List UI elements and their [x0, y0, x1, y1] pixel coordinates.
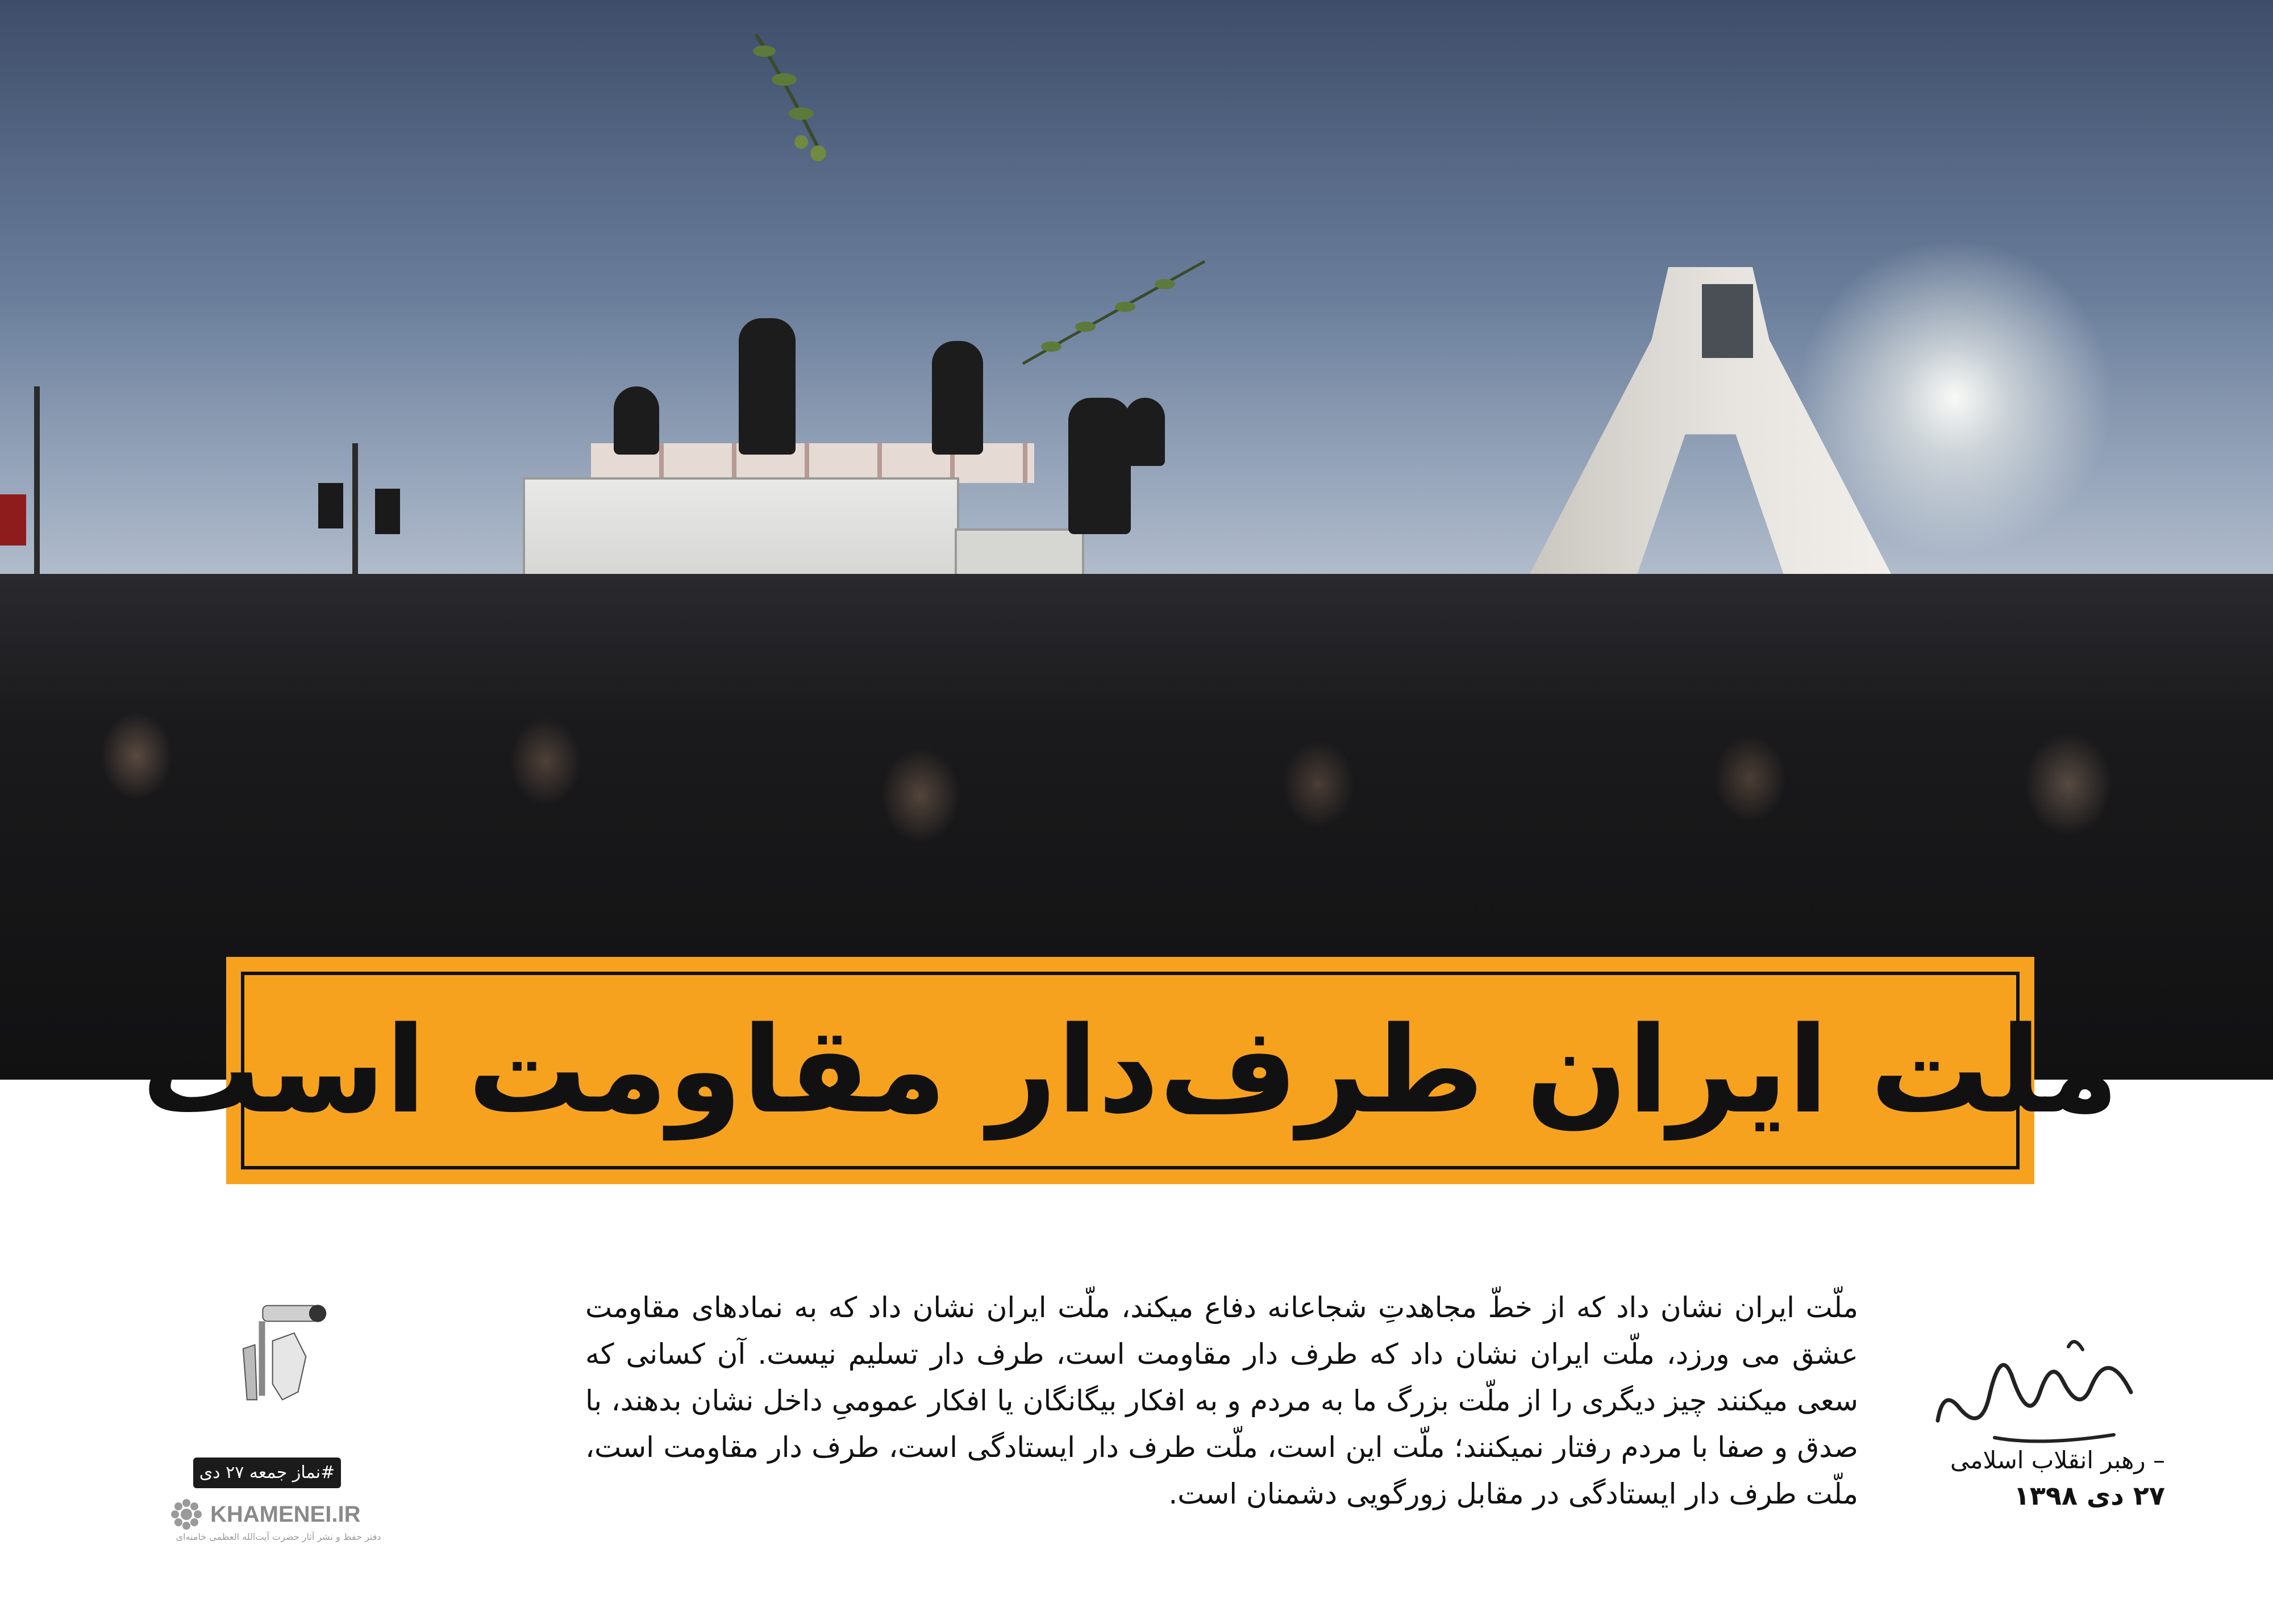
attribution-author: – رهبر انقلاب اسلامی: [1950, 1446, 2165, 1474]
site-mark: [170, 1497, 386, 1531]
crowd-faces: [0, 614, 2273, 852]
thrown-branch-icon: [739, 28, 841, 165]
person-figure: [932, 341, 983, 455]
title-bar: [141, 957, 2119, 1184]
site-subtitle: دفتر حفظ و نشر آثار حضرت آیت‌الله العظمی خامنه‌ای: [176, 1531, 381, 1542]
flag: [318, 483, 343, 528]
light-pole: [352, 443, 358, 591]
signature-icon: [1926, 1324, 2142, 1455]
attribution-date: ۲۷ دی ۱۳۹۸: [2013, 1480, 2165, 1511]
hashtag-badge: #نماز جمعه ۲۷ دی: [193, 1458, 341, 1488]
person-figure: [614, 386, 659, 455]
person-figure: [1125, 398, 1165, 466]
thrown-branch-icon: [1017, 256, 1210, 369]
quote-text: ملّت ایران نشان داد که از خطّ مجاهدتِ شجاعانه دفاع میکند، ملّت ایران نشان داد که به نمادهای مقاومت عشق می ورزد، ملّت ایران نشان داد که طرف دار مقاومت است، طرف دار تسلیم نیست. آن کسانی که سعی میکنند چیز دیگری را از ملّت بزرگ ما به مردم و به افکار بیگانگان یا افکار عمومیِ داخل نشان بدهند، با صدق و صفا با مردم رفتار نمیکنند؛ ملّت این است، ملّت طرف دار ایستادگی است، طرف دار مقاومت است، ملّت طرف دار ایستادگی در مقابل زورگویی دشمنان است.: [585, 1291, 1858, 1510]
attribution: [1926, 1443, 2165, 1514]
flag: [375, 489, 400, 534]
light-pole: [34, 386, 40, 591]
flag: [0, 494, 26, 546]
page-title: ملت ایران طرف‌دار مقاومت است: [141, 1001, 2119, 1140]
microphone-fist-icon: [170, 1290, 386, 1455]
site-name: KHAMENEI.IR: [210, 1501, 361, 1527]
person-figure: [739, 318, 796, 455]
tower-banner: [1702, 284, 1753, 358]
person-figure: [1068, 398, 1131, 534]
gear-flower-icon: [170, 1498, 202, 1530]
title-frame: [141, 972, 2119, 1169]
